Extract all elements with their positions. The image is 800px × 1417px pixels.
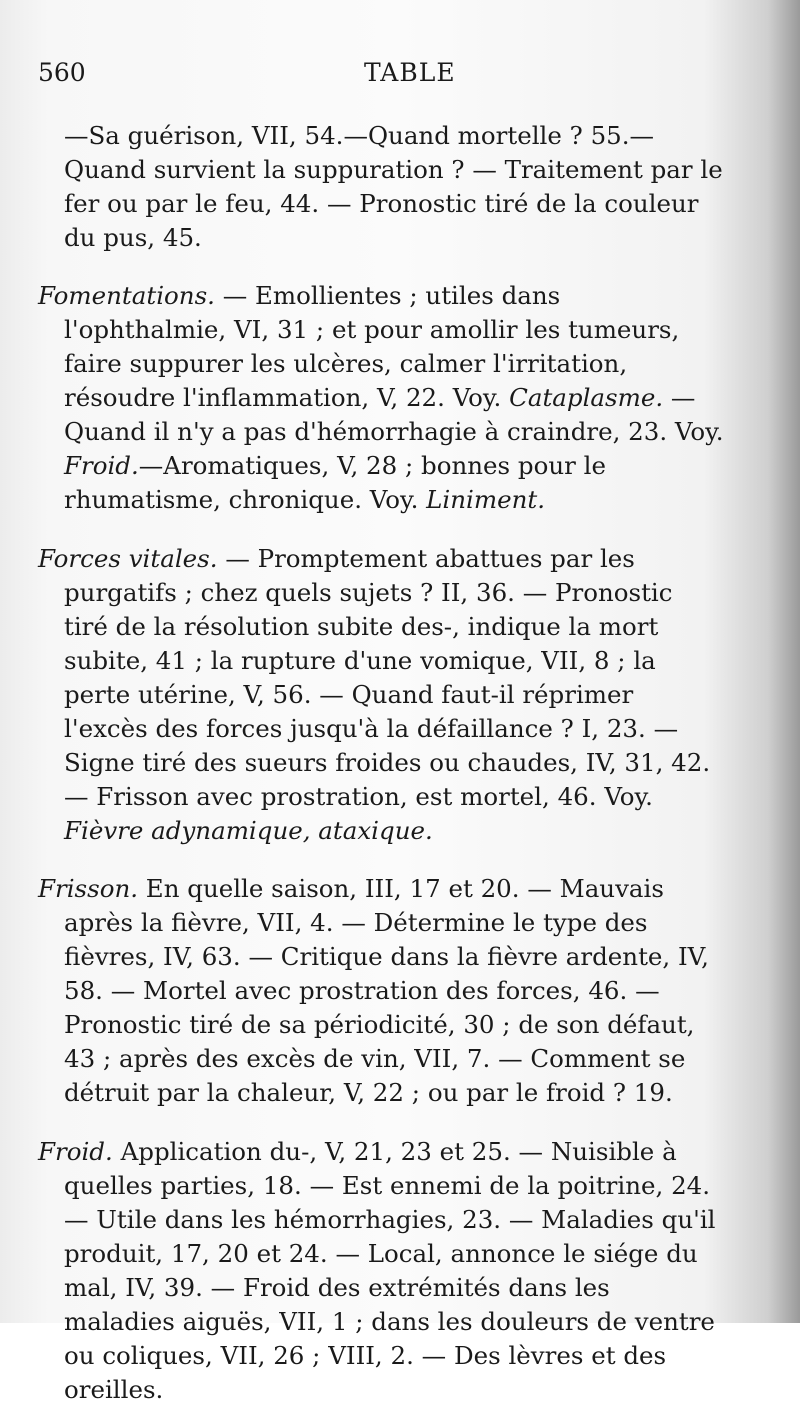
entry-text: En quelle saison, III, 17 et 20. — Mauvais après la fièvre, VII, 4. — Détermine le type des fièvres, IV, 63. — Critique dans la fièvre ardente, IV, 58. — Mortel avec prostration des forces, 46. — Pronostic tiré de sa périodicité, 30 ; de son défaut, 43 ; après des excès de vin, VII, 7. — Comment se détruit par la chaleur, V, 22 ; ou par le froid ? 19. — [64, 874, 709, 1107]
entry-head-word: Forces vitales. — [38, 543, 218, 573]
index-entry-forces-vitales — [38, 542, 724, 848]
entry-head-word: Froid. — [38, 1136, 113, 1166]
entry-head-word: Fomentations. — [38, 281, 215, 310]
cross-reference: Cataplasme. — [509, 383, 664, 412]
running-title: TABLE — [364, 58, 456, 87]
cross-reference: Fièvre adynamique, ataxique. — [64, 815, 433, 845]
index-entry-fomentations — [38, 279, 724, 517]
index-entry-froid — [38, 1135, 724, 1407]
entry-text: —Aromatiques, V, 28 ; bonnes pour le rhumatisme, chronique. Voy. — [64, 451, 606, 514]
entry-text: — Promptement abattues par les purgatifs ; chez quels sujets ? II, 36. — Pronostic tiré de la résolution subite des-, indique la mort subite, 41 ; la rupture d'une vomique, VII, 8 ; la perte utérine, V, 56. — Quand faut-il réprimer l'excès des forces jusqu'à la défaillance ? I, 23. — Signe tiré des sueurs froides ou chaudes, IV, 31, 42. — Frisson avec prostration, est mortel, 46. Voy. — [64, 543, 711, 811]
entry-text: —Sa guérison, VII, 54.—Quand mortelle ? 55.—Quand survient la suppuration ? — Traitement par le fer ou par le feu, 44. — Pronostic tiré de la couleur du pus, 45. — [64, 120, 723, 252]
index-text — [38, 94, 724, 1417]
cross-reference: Liniment. — [426, 485, 546, 514]
index-entry-frisson — [38, 872, 724, 1110]
entry-text: Application du-, V, 21, 23 et 25. — Nuisible à quelles parties, 18. — Est ennemi de la poitrine, 24. — Utile dans les hémorrhagies, 23. — Maladies qu'il produit, 17, 20 et 24. — Local, annonce le siége du mal, IV, 39. — Froid des extrémités dans les maladies aiguës, VII, 1 ; dans les douleurs de ventre ou coliques, VII, 26 ; VIII, 2. — Des lèvres et des oreilles. — [64, 1136, 716, 1404]
page-header — [38, 58, 738, 94]
entry-head-word: Frisson. — [38, 874, 139, 903]
entry-text: — Emollientes ; utiles dans l'ophthalmie, VI, 31 ; et pour amollir les tumeurs, faire suppurer les ulcères, calmer l'irritation, résoudre l'inflammation, V, 22. Voy. — [64, 281, 680, 412]
page-number: 560 — [38, 58, 86, 87]
cross-reference: Froid. — [64, 451, 139, 480]
index-entry-continuation — [38, 119, 724, 255]
entry-text: — Quand il n'y a pas d'hémorrhagie à craindre, 23. Voy. — [64, 383, 724, 446]
